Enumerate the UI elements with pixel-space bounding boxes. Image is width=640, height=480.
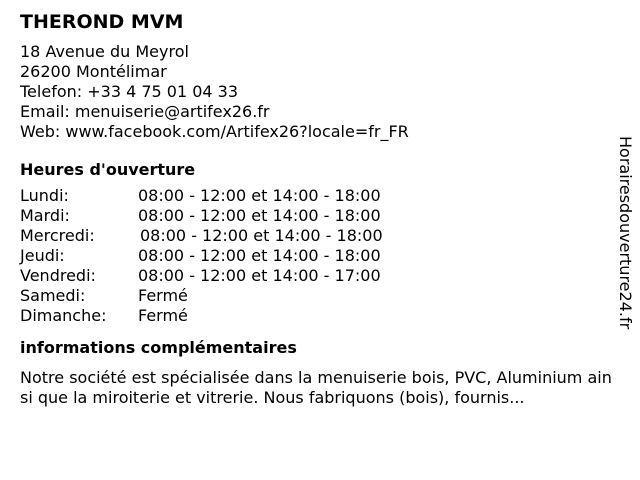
day-label: Mercredi:	[20, 226, 95, 245]
day-label: Dimanche:	[20, 306, 107, 325]
day-label: Lundi:	[20, 186, 69, 205]
email-line[interactable]: Email: menuiserie@artifex26.fr	[20, 102, 270, 121]
time-value: 08:00 - 12:00 et 14:00 - 18:00	[138, 206, 381, 225]
phone-line[interactable]: Telefon: +33 4 75 01 04 33	[20, 82, 239, 101]
time-value: Fermé	[138, 286, 188, 305]
hours-row-tuesday	[20, 206, 620, 226]
address-line-1: 18 Avenue du Meyrol	[20, 42, 189, 61]
hours-row-saturday	[20, 286, 620, 306]
time-value: 08:00 - 12:00 et 14:00 - 18:00	[138, 186, 381, 205]
day-label: Samedi:	[20, 286, 86, 305]
contact-block	[20, 42, 620, 142]
time-value: Fermé	[138, 306, 188, 325]
additional-info-text: Notre société est spécialisée dans la menuiserie bois, PVC, Aluminium ainsi que la miroiterie et vitrerie. Nous fabriquons (bois), fournis...	[20, 368, 612, 407]
hours-row-friday	[20, 266, 620, 286]
hours-row-wednesday	[20, 226, 620, 246]
hours-row-thursday	[20, 246, 620, 266]
day-label: Mardi:	[20, 206, 70, 225]
opening-hours-heading: Heures d'ouverture	[20, 160, 196, 179]
time-value: 08:00 - 12:00 et 14:00 - 18:00	[138, 246, 381, 265]
web-line[interactable]: Web: www.facebook.com/Artifex26?locale=fr_FR	[20, 122, 409, 141]
site-watermark	[610, 136, 640, 346]
address-line-2: 26200 Montélimar	[20, 62, 167, 81]
day-label: Jeudi:	[20, 246, 65, 265]
time-value: 08:00 - 12:00 et 14:00 - 17:00	[138, 266, 381, 285]
business-name: THEROND MVM	[20, 11, 184, 33]
time-value: 08:00 - 12:00 et 14:00 - 18:00	[140, 226, 383, 245]
additional-info-heading: informations complémentaires	[20, 338, 297, 357]
business-card	[20, 10, 620, 408]
watermark-text: Horairesdouverture24.fr	[616, 136, 635, 330]
opening-hours-table	[20, 186, 620, 326]
hours-row-monday	[20, 186, 620, 206]
hours-row-sunday	[20, 306, 620, 326]
day-label: Vendredi:	[20, 266, 96, 285]
